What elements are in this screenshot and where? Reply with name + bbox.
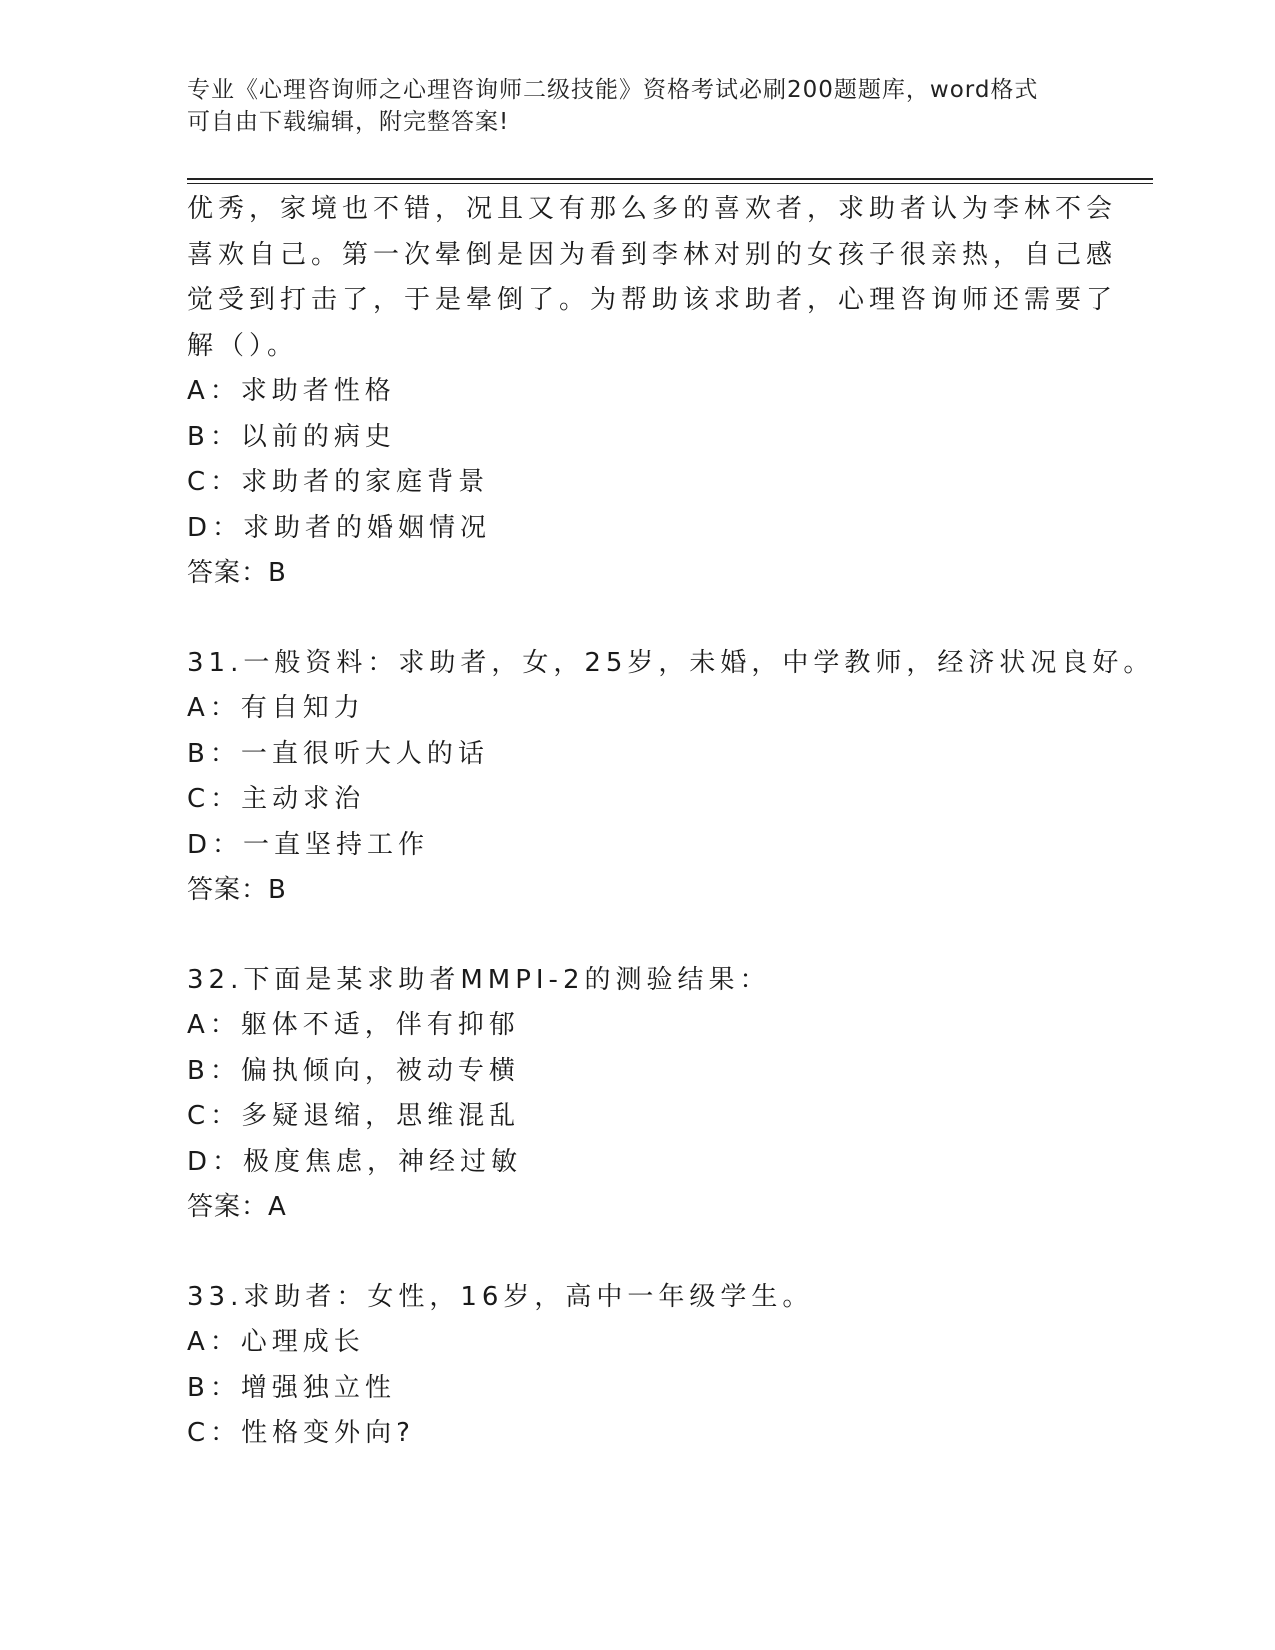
option-c: C：主动求治 <box>187 784 366 814</box>
option-d: D：极度焦虑，神经过敏 <box>187 1146 523 1177</box>
option-a: A：求助者性格 <box>187 376 396 406</box>
page-header <box>187 74 1067 138</box>
option-b: B：一直很听大人的话 <box>187 738 489 769</box>
question-stem: 32.下面是某求助者MMPI-2的测验结果： <box>187 964 771 995</box>
question-stem-line: 优秀，家境也不错，况且又有那么多的喜欢者，求助者认为李林不会 <box>187 194 1118 224</box>
answer-line: 答案：A <box>187 1192 287 1222</box>
answer-line: 答案：B <box>187 558 287 588</box>
question-block-33 <box>187 1275 1087 1457</box>
option-d: D：一直坚持工作 <box>187 829 430 860</box>
answer-line: 答案：B <box>187 875 287 905</box>
option-a: A：有自知力 <box>187 693 365 723</box>
header-divider-thin <box>187 183 1153 184</box>
question-stem: 31.一般资料：求助者，女，25岁，未婚，中学教师，经济状况良好。 <box>187 647 1155 678</box>
option-c: C：多疑退缩，思维混乱 <box>187 1101 521 1131</box>
option-a: A：心理成长 <box>187 1327 365 1357</box>
option-c: C：性格变外向? <box>187 1418 415 1448</box>
question-block-continued <box>187 187 1118 597</box>
question-block-32 <box>187 958 1087 1231</box>
header-divider-thick <box>187 178 1153 180</box>
option-b: B：增强独立性 <box>187 1372 396 1403</box>
question-stem: 33.求助者：女性，16岁，高中一年级学生。 <box>187 1281 814 1312</box>
option-b: B：以前的病史 <box>187 421 396 452</box>
document-body <box>187 187 1155 1457</box>
question-stem-line: 解（）。 <box>187 330 299 361</box>
option-b: B：偏执倾向，被动专横 <box>187 1055 520 1086</box>
question-stem-line: 喜欢自己。第一次晕倒是因为看到李林对别的女孩子很亲热，自己感 <box>187 239 1118 270</box>
header-title-line-1: 专业《心理咨询师之心理咨询师二级技能》资格考试必刷200题题库，word格式 <box>187 77 1039 103</box>
option-a: A：躯体不适，伴有抑郁 <box>187 1010 520 1040</box>
option-c: C：求助者的家庭背景 <box>187 467 490 497</box>
question-block-31 <box>187 641 1155 914</box>
option-d: D：求助者的婚姻情况 <box>187 512 492 543</box>
question-stem-line: 觉受到打击了，于是晕倒了。为帮助该求助者，心理咨询师还需要了 <box>187 285 1118 315</box>
header-title-line-2: 可自由下载编辑，附完整答案! <box>187 109 510 135</box>
